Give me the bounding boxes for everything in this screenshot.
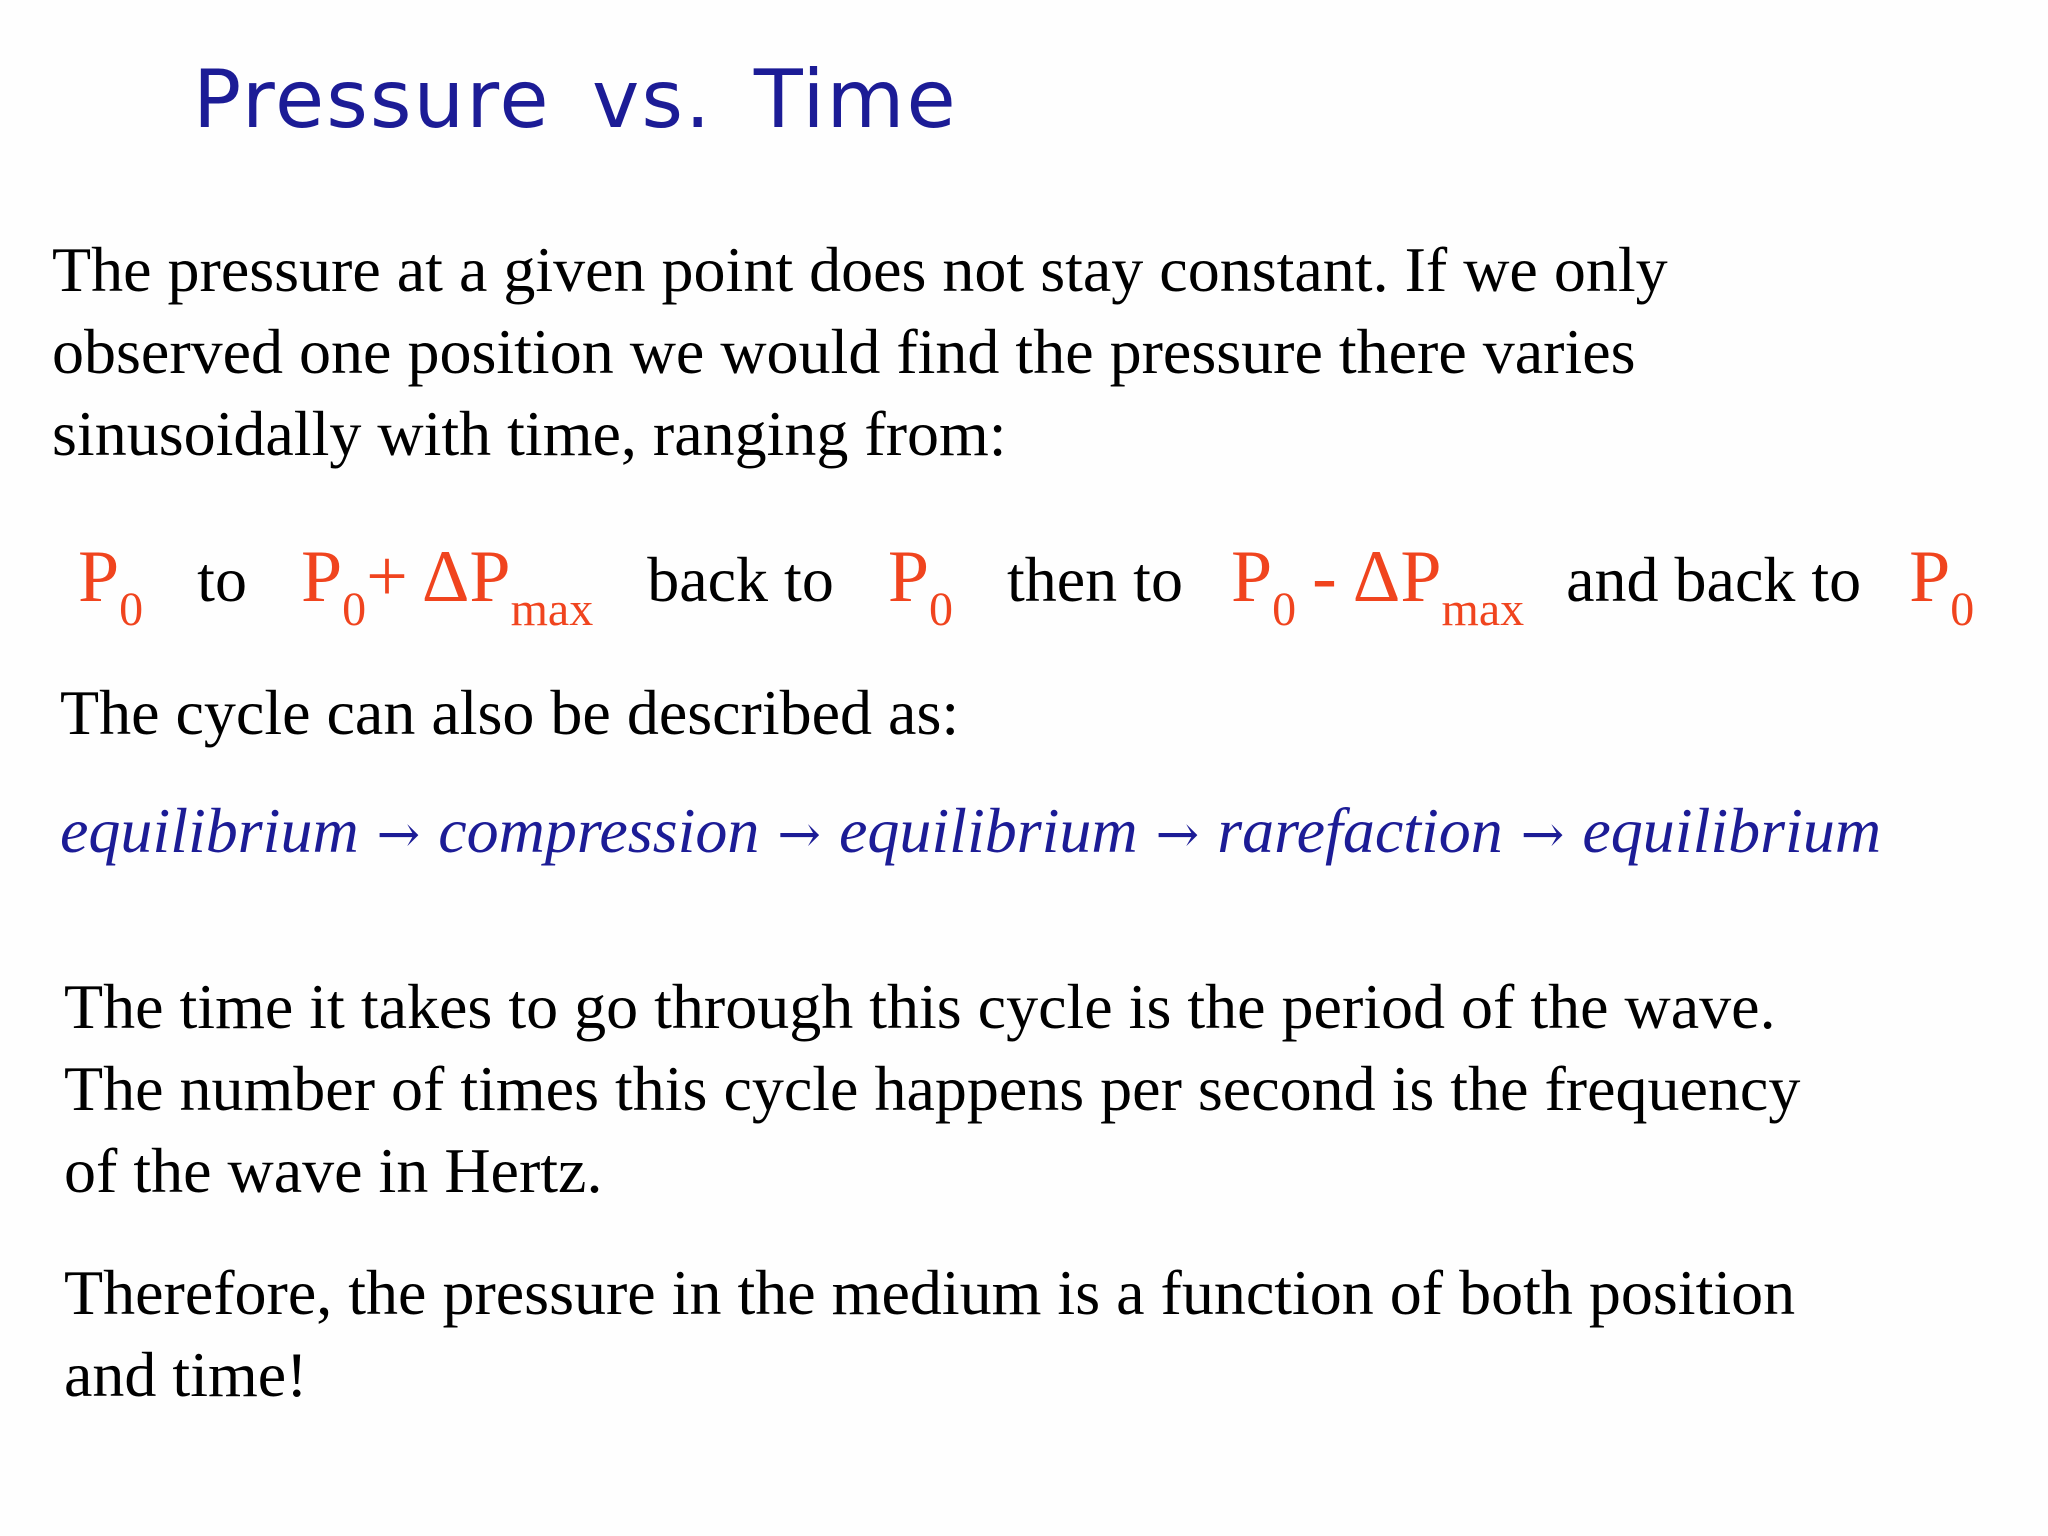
- subscript-max: max: [1441, 583, 1525, 636]
- intro-line: The pressure at a given point does not stay constant. If we only: [52, 234, 1668, 305]
- minus-sign: -: [1312, 536, 1337, 618]
- conclusion-paragraph: [64, 1252, 1795, 1416]
- arrow-right-icon: →: [376, 805, 421, 865]
- pressure-range-formula: [78, 522, 2038, 636]
- p-symbol: P: [469, 536, 511, 618]
- plus-sign: +: [366, 536, 408, 618]
- p-symbol: P: [1400, 536, 1442, 618]
- arrow-right-icon: →: [1520, 805, 1565, 865]
- arrow-right-icon: →: [777, 805, 821, 865]
- cycle-label: The cycle can also be described as:: [60, 677, 960, 748]
- subscript-zero: 0: [119, 583, 144, 636]
- period-line: The number of times this cycle happens per second is the frequency: [64, 1053, 1801, 1124]
- sequence-step: compression: [438, 795, 760, 866]
- word-and-back-to: and back to: [1566, 544, 1862, 615]
- intro-line: observed one position we would find the pressure there varies: [52, 316, 1636, 387]
- word-back-to: back to: [647, 544, 834, 615]
- conclusion-line: Therefore, the pressure in the medium is a function of both position: [64, 1257, 1796, 1328]
- subscript-zero: 0: [342, 583, 367, 636]
- p-symbol: P: [1230, 536, 1273, 618]
- sequence-step: rarefaction: [1217, 795, 1503, 866]
- p-symbol: P: [887, 536, 929, 618]
- intro-line: sinusoidally with time, ranging from:: [52, 398, 1007, 469]
- sequence-step: equilibrium: [60, 795, 359, 866]
- arrow-right-icon: →: [1155, 805, 1200, 865]
- delta-symbol: Δ: [1352, 536, 1401, 618]
- subscript-zero: 0: [928, 583, 953, 636]
- subscript-max: max: [510, 583, 594, 636]
- sequence-step: equilibrium: [1582, 795, 1882, 866]
- delta-symbol: Δ: [421, 536, 470, 618]
- p-symbol: P: [1909, 536, 1951, 618]
- word-then-to: then to: [1006, 544, 1183, 615]
- slide-title: Pressure vs. Time: [193, 53, 958, 146]
- subscript-zero: 0: [1950, 583, 1975, 636]
- cycle-sequence: [60, 790, 1881, 876]
- p-symbol: P: [300, 536, 343, 618]
- period-line: The time it takes to go through this cycle is the period of the wave.: [64, 971, 1776, 1042]
- period-paragraph: [64, 966, 1800, 1212]
- sequence-step: equilibrium: [838, 795, 1138, 866]
- conclusion-line: and time!: [64, 1339, 308, 1410]
- period-line: of the wave in Hertz.: [64, 1135, 603, 1206]
- word-to: to: [197, 544, 247, 615]
- p-symbol: P: [78, 536, 120, 618]
- subscript-zero: 0: [1272, 583, 1297, 636]
- intro-paragraph: [52, 229, 1668, 475]
